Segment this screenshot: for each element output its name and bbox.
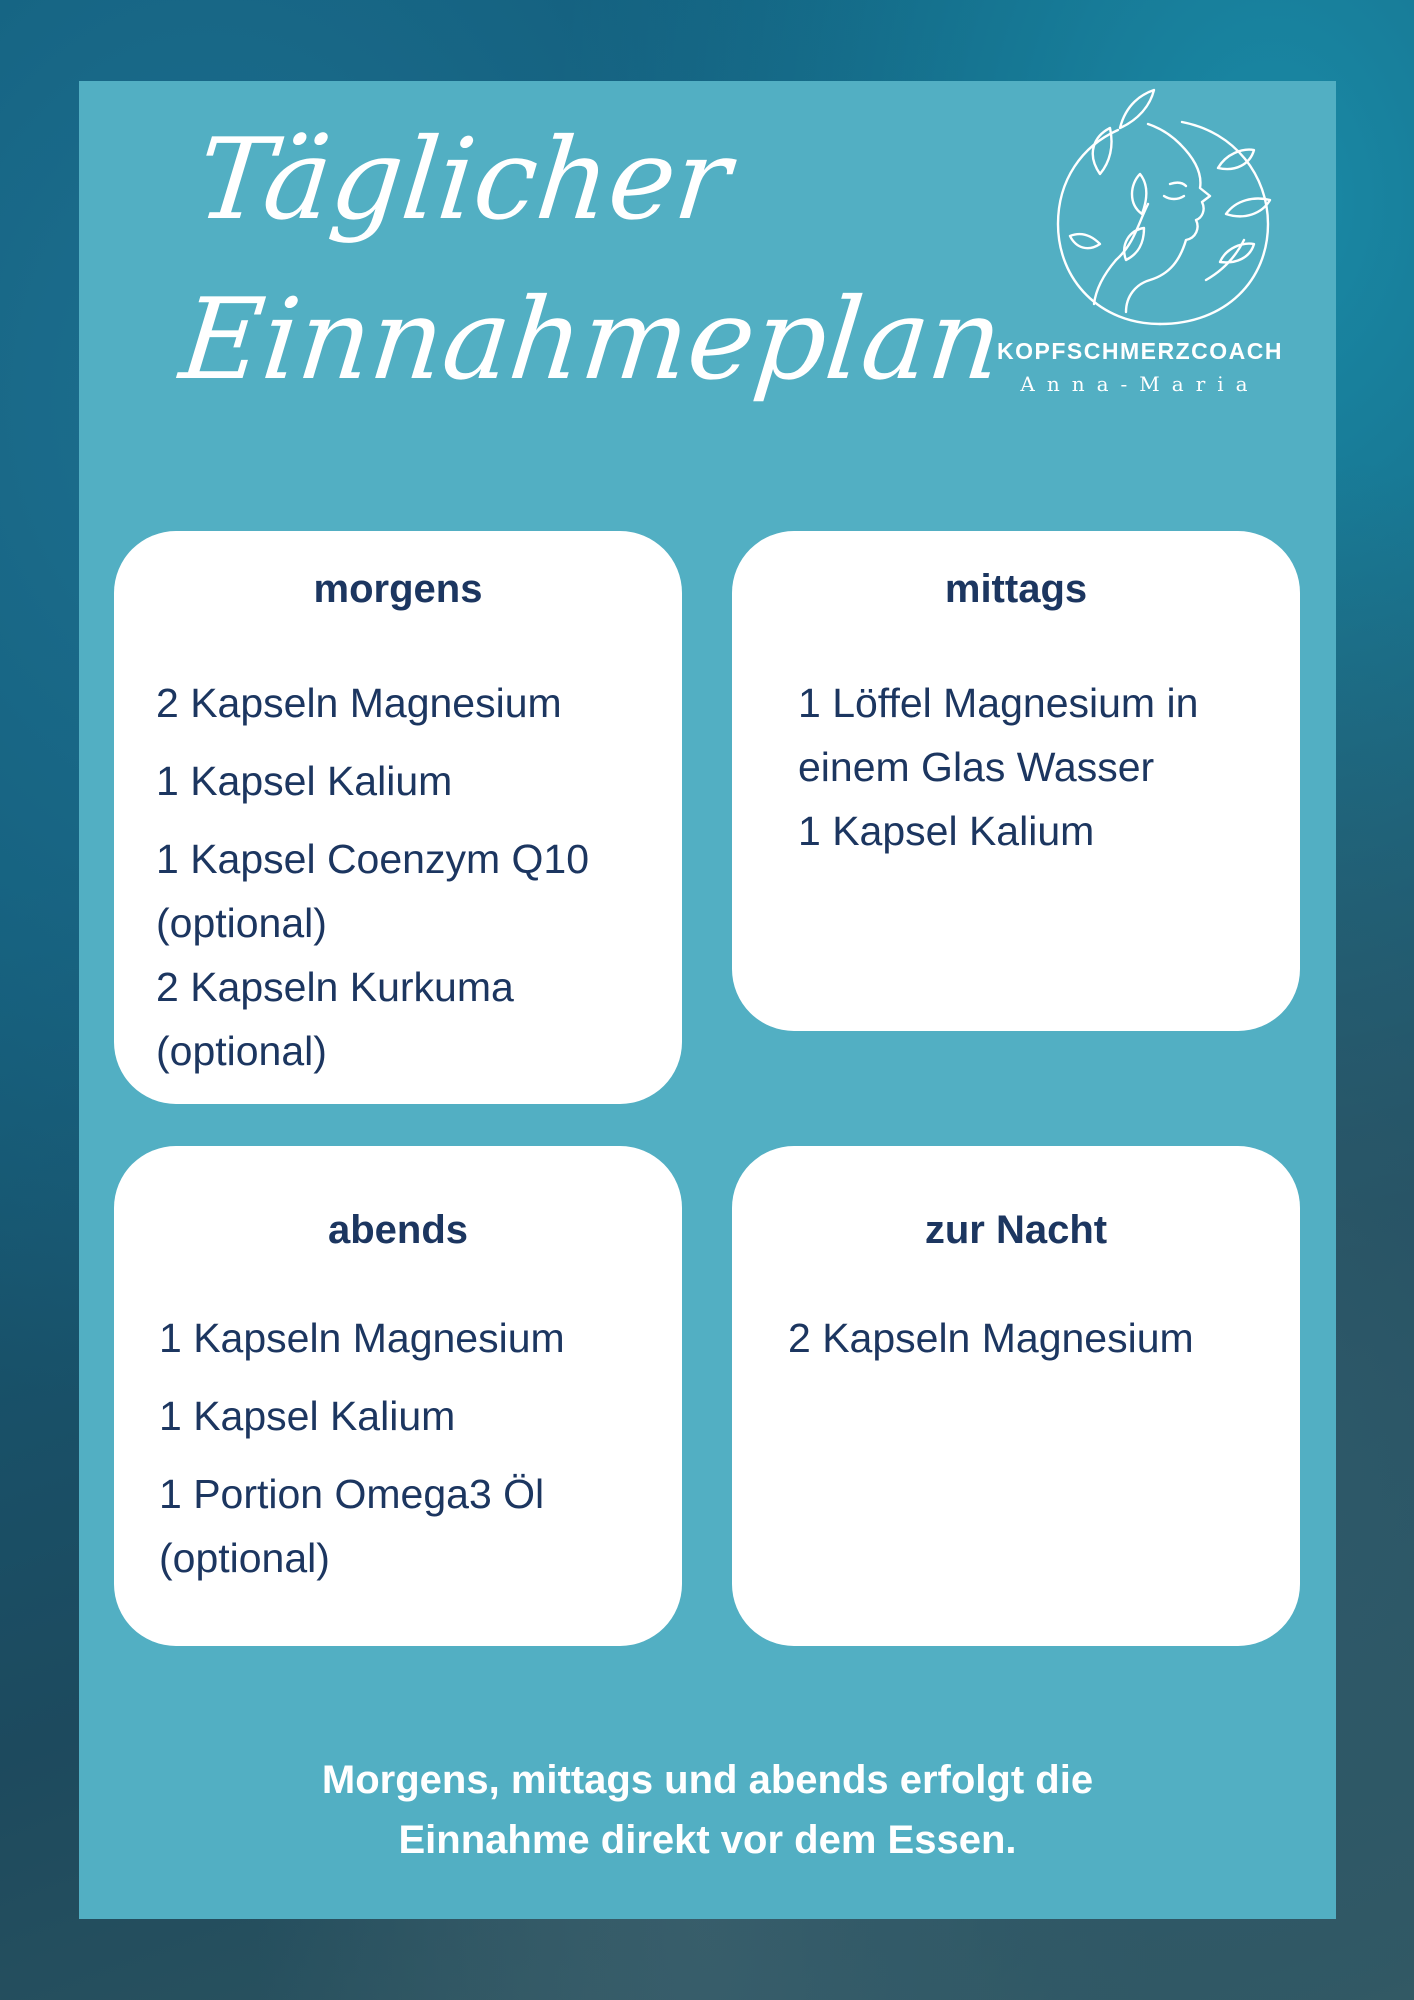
list-item: 2 Kapseln Kurkuma (optional)	[156, 964, 514, 1074]
list-item: 1 Kapsel Kalium	[798, 808, 1095, 854]
footer-note	[79, 1750, 1336, 1870]
list-item: 1 Löffel Magnesium in einem Glas Wasser	[798, 680, 1199, 790]
card-morning	[114, 531, 682, 1104]
list-item: 1 Kapseln Magnesium	[159, 1315, 565, 1361]
list-item: 1 Kapsel Kalium	[156, 758, 453, 804]
card-night	[732, 1146, 1300, 1646]
card-noon	[732, 531, 1300, 1031]
supplement-list	[156, 671, 656, 1097]
card-heading: mittags	[944, 567, 1088, 611]
leafy-face-circle-icon	[1030, 84, 1290, 344]
title-line-2: Einnahmeplan	[174, 275, 1009, 405]
supplement-list	[798, 671, 1268, 863]
brand-logo	[980, 80, 1340, 400]
card-heading: morgens	[313, 567, 483, 611]
card-heading: zur Nacht	[924, 1208, 1108, 1252]
supplement-list	[159, 1306, 659, 1604]
list-item: 1 Kapsel Kalium	[159, 1393, 456, 1439]
list-item: 1 Kapsel Coenzym Q10 (optional)	[156, 836, 590, 946]
card-heading: abends	[327, 1208, 469, 1252]
list-item: 2 Kapseln Magnesium	[788, 1315, 1194, 1361]
page-title	[173, 100, 1009, 420]
brand-subtitle: Anna-Maria	[1020, 372, 1260, 396]
footer-line-2: Einnahme direkt vor dem Essen.	[398, 1818, 1017, 1862]
brand-name: KOPFSCHMERZCOACH	[997, 338, 1283, 364]
list-item: 2 Kapseln Magnesium	[156, 680, 562, 726]
card-evening	[114, 1146, 682, 1646]
title-line-1: Täglicher	[191, 115, 737, 245]
supplement-list	[788, 1306, 1268, 1384]
footer-line-1: Morgens, mittags und abends erfolgt die	[321, 1758, 1094, 1802]
list-item: 1 Portion Omega3 Öl (optional)	[159, 1471, 545, 1581]
